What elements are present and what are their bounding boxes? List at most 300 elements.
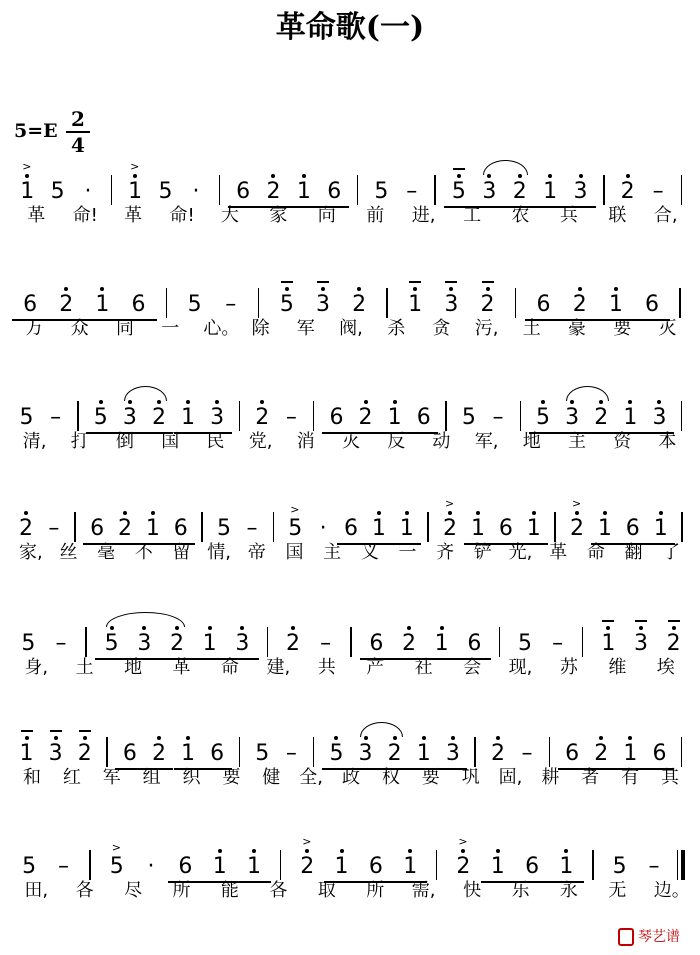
lyric-char: 国 [161,431,180,452]
lyric-char: 光, [508,542,533,563]
lyric-char: 产 [366,657,385,678]
time-beats: 2 [71,107,85,131]
tie-slur [566,386,609,401]
lyric-char: 需, [411,880,436,901]
note-digit: 5 [329,741,344,766]
note-digit: 2 [118,516,132,541]
note-digit: 6 [90,516,105,541]
note-digit: 1 [403,854,418,879]
note-digit: 2 [151,741,166,766]
note-digit: 2 [286,631,300,656]
lyric-char: 地 [522,431,541,452]
note-digit: – [652,179,664,204]
note-digit: 1 [623,405,638,430]
note-digit: 2 [266,179,281,204]
lyric-char: 义 [360,542,379,563]
note-digit: 2 [594,405,609,430]
note-digit: · [147,854,155,879]
note-digit: – [492,405,504,430]
octave-dot [405,511,409,515]
note-digit: 6 [344,516,358,541]
note-digit: 6 [23,292,38,317]
octave-dot [518,174,522,178]
note-digit: 1 [399,516,414,541]
note-digit: 5 [374,179,389,204]
note-digit: – [55,631,67,656]
note-digit: 1 [543,179,558,204]
octave-dot [208,626,212,630]
note-digit: 6 [498,516,513,541]
octave-dot [240,626,244,630]
staff-line-3 [0,386,700,476]
note-digit: 1 [95,292,110,317]
lyric-char: 军 [102,767,121,788]
note-digit: 3 [633,631,648,656]
lyric-char: 田, [24,880,49,901]
lyric-char: 共 [317,657,336,678]
note-digit: 1 [19,741,34,766]
tenuto-mark [79,730,91,732]
lyric-char: 命! [72,205,98,226]
accent-mark: > [572,497,582,510]
lyric-char: 兵 [559,205,578,226]
lyric-char: 苏 [559,657,578,678]
note-digit: 3 [315,292,330,317]
note-digit: 3 [444,292,459,317]
lyric-char: 军, [474,431,499,452]
lyric-char: 万 [25,318,44,339]
note-digit: 1 [490,854,505,879]
tie-slur [124,386,167,401]
lyric-char: 众 [70,318,89,339]
note-digit: · [192,179,200,204]
octave-dot [24,511,28,515]
note-digit: 5 [109,854,124,879]
note-digit: – [50,405,62,430]
lyric-char: 土 [75,657,94,678]
lyric-char: 帝 [247,542,266,563]
tenuto-mark [668,620,680,622]
lyric-char: 者 [581,767,600,788]
note-digit: 6 [210,741,225,766]
note-digit: 5 [461,405,476,430]
lyric-char: 所 [366,880,385,901]
note-digit: 1 [559,854,574,879]
lyric-char: 毫 [97,542,116,563]
note-digit: – [552,631,564,656]
lyric-char: 权 [381,767,400,788]
octave-dot [672,626,676,630]
note-digit: 6 [625,516,640,541]
note-digit: 1 [387,405,402,430]
note-digit: 6 [368,854,383,879]
lyric-char: 快 [463,880,482,901]
octave-dot [440,626,444,630]
lyric-char: 固, [498,767,523,788]
lyric-char: 一 [398,542,417,563]
note-digit: 1 [408,292,423,317]
octave-dot [408,849,412,853]
note-digit: 1 [470,516,485,541]
note-digit: 3 [652,405,667,430]
staff-line-6 [0,722,700,812]
lyric-char: 了 [662,542,681,563]
lyric-char: 健 [262,767,281,788]
note-digit: 6 [236,179,251,204]
lyric-char: 灭 [658,318,677,339]
note-digit: 1 [212,854,227,879]
tenuto-mark [482,281,494,283]
lyric-char: 地 [124,657,143,678]
note-digit: 6 [536,292,551,317]
lyric-char: 联 [608,205,627,226]
lyric-char: 本 [658,431,677,452]
key-label: 5=E [14,120,58,142]
octave-dot [659,511,663,515]
lyric-char: 乐 [511,880,530,901]
note-digit: 2 [443,516,458,541]
staff-line-1 [0,160,700,250]
accent-mark: > [22,160,32,173]
lyric-char: 不 [134,542,153,563]
note-digit: 6 [525,854,540,879]
octave-dot [54,736,58,740]
note-digit: 6 [416,405,431,430]
tie-slur [483,160,527,175]
lyric-char: 耕 [541,767,560,788]
note-digit: 3 [122,405,137,430]
note-digit: 5 [50,179,65,204]
octave-dot [639,626,643,630]
lyrics-row [0,539,700,567]
note-digit: – [285,405,297,430]
lyric-char: 主 [323,542,342,563]
note-digit: – [246,516,258,541]
octave-dot [496,849,500,853]
lyric-char: 社 [414,657,433,678]
octave-dot [157,736,161,740]
octave-dot [218,849,222,853]
lyric-char: 巩 [461,767,480,788]
octave-dot [334,736,338,740]
note-digit: 1 [181,741,196,766]
lyric-char: 进, [411,205,436,226]
octave-dot [271,174,275,178]
lyric-char: 组 [142,767,161,788]
octave-dot [83,736,87,740]
note-digit: 3 [235,631,250,656]
time-signature [66,108,90,156]
note-digit: 1 [526,516,541,541]
note-digit: 5 [288,516,303,541]
note-digit: 6 [565,741,580,766]
note-digit: 6 [645,292,660,317]
note-digit: 5 [19,405,34,430]
note-digit: 2 [620,179,635,204]
octave-dot [99,400,103,404]
note-digit: 6 [178,854,193,879]
lyric-char: 党, [248,431,273,452]
lyric-char: 污, [474,318,499,339]
site-logo [618,926,680,946]
note-digit: 6 [131,292,146,317]
lyric-char: 革 [172,657,191,678]
note-digit: 2 [512,179,527,204]
octave-dot [413,287,417,291]
lyric-char: 心。 [203,318,240,339]
note-digit: 1 [334,854,349,879]
octave-dot [364,400,368,404]
lyric-char: 红 [62,767,81,788]
note-digit: 3 [445,741,460,766]
octave-dot [628,736,632,740]
accent-mark: > [445,497,455,510]
tie-slur [106,612,185,627]
lyric-char: 能 [220,880,239,901]
octave-dot [123,511,127,515]
staff-line-4 [0,497,700,587]
time-unit: 4 [71,133,85,157]
lyric-char: 资 [613,431,632,452]
note-digit: 6 [652,741,667,766]
octave-dot [25,736,29,740]
tenuto-mark [21,730,33,732]
lyric-char: 现, [508,657,533,678]
octave-dot [340,849,344,853]
octave-dot [407,626,411,630]
octave-dot [486,287,490,291]
accent-mark: > [290,503,300,516]
note-digit: 3 [48,741,63,766]
tenuto-mark [602,620,614,622]
lyric-char: 其 [661,767,680,788]
lyric-char: 所 [172,880,191,901]
lyric-char: 身, [24,657,49,678]
lyric-char: 贪 [432,318,451,339]
octave-dot [614,287,618,291]
note-digit: 1 [434,631,449,656]
tenuto-mark [445,281,457,283]
note-digit: 3 [210,405,225,430]
note-digit: 1 [371,516,386,541]
lyric-char: 清, [22,431,47,452]
note-digit: 1 [653,516,668,541]
note-digit: – [320,631,332,656]
note-digit: 2 [358,405,373,430]
note-digit: 5 [187,292,202,317]
note-digit: 1 [202,631,217,656]
note-digit: 2 [18,516,33,541]
octave-dot [151,511,155,515]
octave-dot [575,511,579,515]
lyric-char: 全, [299,767,323,788]
note-digit: 1 [20,179,35,204]
accent-mark: > [302,835,312,848]
note-digit: 5 [279,292,294,317]
octave-dot [291,626,295,630]
octave-dot [133,174,137,178]
lyric-char: 同 [116,318,134,339]
octave-dot [476,511,480,515]
lyric-char: 消 [296,431,315,452]
lyric-char: 除 [251,318,270,339]
lyric-char: 政 [342,767,360,788]
octave-dot [64,287,68,291]
octave-dot [393,736,397,740]
note-digit: 2 [572,292,587,317]
octave-dot [448,511,452,515]
note-digit: · [319,516,327,541]
octave-dot [252,849,256,853]
note-digit: – [225,292,237,317]
lyric-char: 革 [27,205,46,226]
lyric-char: 土 [522,318,541,339]
note-digit: 5 [158,179,173,204]
note-digit: 2 [480,292,495,317]
tenuto-mark [281,281,293,283]
octave-dot [599,736,603,740]
lyric-char: 命 [220,657,239,678]
lyric-char: 丝 [59,542,78,563]
accent-mark: > [111,841,121,854]
note-digit: 6 [369,631,384,656]
note-digit: 2 [387,741,402,766]
note-digit: 2 [456,854,471,879]
lyric-char: 民 [206,431,225,452]
accent-mark: > [130,160,140,173]
lyric-char: 建, [266,657,291,678]
note-digit: – [648,854,660,879]
note-digit: 1 [608,292,623,317]
octave-dot [393,400,397,404]
octave-dot [564,849,568,853]
note-digit: 2 [255,405,270,430]
octave-dot [357,287,361,291]
octave-dot [175,626,179,630]
note-digit: 1 [181,405,196,430]
lyric-char: 和 [22,767,41,788]
note-digit: 2 [77,741,92,766]
lyric-char: 家, [18,542,43,563]
octave-dot [305,849,309,853]
note-digit: 1 [597,516,612,541]
note-digit: 2 [59,292,74,317]
lyric-char: 一 [161,318,180,339]
lyric-char: 命! [169,205,195,226]
lyric-char: 大 [220,205,239,226]
note-digit: 1 [416,741,431,766]
note-digit: 5 [22,854,37,879]
octave-dot [628,400,632,404]
lyric-char: 要 [613,318,632,339]
accent-mark: > [458,835,468,848]
octave-dot [578,287,582,291]
lyric-char: 要 [421,767,440,788]
note-digit: 5 [451,179,466,204]
note-digit: 5 [21,631,36,656]
lyric-char: 农 [511,205,530,226]
song-title: 革命歌(一) [275,10,425,45]
octave-dot [461,849,465,853]
note-digit: 6 [173,516,188,541]
lyric-char: 有 [621,767,640,788]
lyric-char: 织 [182,767,201,788]
note-digit: 5 [612,854,627,879]
lyric-char: 家 [269,205,288,226]
lyric-char: 命 [586,542,605,563]
note-digit: 6 [329,405,344,430]
lyric-char: 取 [317,880,336,901]
octave-dot [451,736,455,740]
lyrics-row [0,877,700,905]
lyric-char: 革 [124,205,143,226]
note-digit: 3 [573,179,588,204]
logo-text: 琴艺谱 [638,929,680,945]
octave-dot [186,736,190,740]
tenuto-mark [50,730,62,732]
lyric-char: 打 [70,431,89,452]
octave-dot [157,400,161,404]
note-digit: 2 [151,405,166,430]
note-digit: 2 [666,631,681,656]
note-digit: 1 [623,741,638,766]
octave-dot [579,174,583,178]
lyric-char: 豪 [568,318,586,339]
octave-dot [532,511,536,515]
octave-dot [449,287,453,291]
note-digit: 2 [300,854,315,879]
note-digit: 5 [517,631,532,656]
lyric-char: 向 [317,205,336,226]
lyrics-row [0,428,700,456]
logo-icon [618,928,634,946]
lyric-char: 合, [653,205,678,226]
lyric-char: 反 [387,431,406,452]
lyric-char: 齐 [436,542,455,563]
lyrics-row [0,764,700,792]
note-digit: · [84,179,92,204]
note-digit: 1 [145,516,160,541]
lyric-char: 主 [568,431,586,452]
note-digit: 5 [93,405,108,430]
lyric-char: 无 [608,880,627,901]
lyric-char: 尽 [124,880,143,901]
note-digit: 6 [467,631,482,656]
octave-dot [100,287,104,291]
lyric-char: 军 [296,318,315,339]
note-digit: 5 [255,741,270,766]
staff-line-2 [0,273,700,363]
lyric-char: 各 [269,880,288,901]
staff-line-7 [0,835,700,925]
note-digit: 2 [594,741,609,766]
note-digit: 1 [247,854,262,879]
lyric-char: 留 [172,542,191,563]
octave-dot [548,174,552,178]
note-digit: 2 [352,292,367,317]
octave-dot [302,174,306,178]
note-digit: 5 [104,631,119,656]
note-digit: 3 [565,405,580,430]
lyric-char: 边。 [653,880,690,901]
note-digit: 2 [490,741,505,766]
lyric-char: 国 [285,542,304,563]
octave-dot [285,287,289,291]
note-digit: 6 [122,741,137,766]
note-digit: – [57,854,69,879]
note-digit: 1 [128,179,143,204]
tenuto-mark [635,620,647,622]
